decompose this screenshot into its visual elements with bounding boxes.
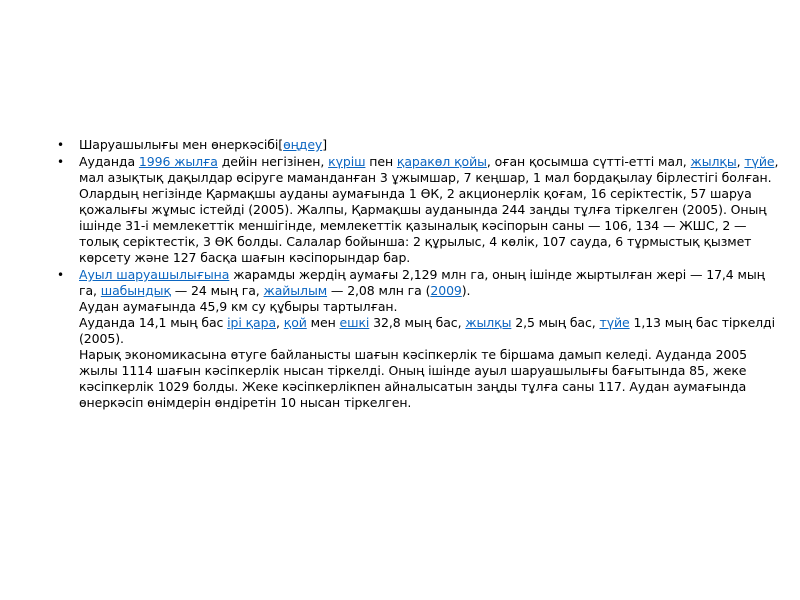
- link-shabyndyk[interactable]: шабындық: [100, 283, 171, 298]
- text-run: — 2,08 млн га (: [327, 283, 431, 298]
- text-run: мен: [306, 315, 340, 330]
- link-zhaiylym[interactable]: жайылым: [263, 283, 328, 298]
- text-run: Шаруашылығы мен өнеркәсібі[: [79, 137, 284, 152]
- link-kurish[interactable]: күріш: [328, 154, 366, 169]
- text-run: 2,5 мың бас,: [511, 315, 600, 330]
- text-run: , мал азықтық дақылдар өсіруге маманданған 3 ұжымшар, 7 кеңшар, 1 мал бордақылау бірлестігі болған. Олардың негізінде Қармақшы ауданы аумағында 1 ӨК, 2 акционерлік қоғам, 16 серіктестік, 57 шаруа қожалығы жұмыс істейді (2005). Жалпы, Қармақшы ауданында 244 заңды тұлға тіркелген (2005). Оның ішінде 31-і мемлекеттік меншігінде, мемлекеттік қазыналық кәсіпорын саны — 106, 134 — ЖШС, 2 — толық серіктестік, 3 ӨК болды. Салалар бойынша: 2 құрылыс, 4 көлік, 107 сауда, 6 тұрмыстық қызмет көрсету және 127 басқа шағын кәсіпорындар бар.: [79, 154, 779, 265]
- text-run: ,: [276, 315, 284, 330]
- link-auyl-sharuashylygy[interactable]: Ауыл шаруашылығына: [79, 267, 230, 282]
- text-run: 32,8 мың бас,: [369, 315, 466, 330]
- text-run: Аудан аумағында 45,9 км су құбыры тартылған.: [79, 299, 398, 314]
- link-zhylky-2[interactable]: жылқы: [465, 315, 512, 330]
- text-run: Ауданда: [79, 154, 139, 169]
- bullet-list: [57, 137, 779, 412]
- text-run: ).: [461, 283, 471, 298]
- text-run: Нарық экономикасына өтуге байланысты шағын кәсіпкерлік те біршама дамып келеді. Ауданда 2005 жылы 1114 шағын кәсіпкерлік нысан тіркелді. Оның ішінде ауыл шаруашылығы бағытында 85, жеке кәсіпкерлік 1029 болды. Жеке кәсіпкерлікпен айналысатын заңды тұлға саны 117. Аудан аумағында өнеркәсіп өнімдерін өндіретін 10 нысан тіркелген.: [79, 347, 747, 410]
- text-run: жарамды жердің аумағы 2,129 млн га, оның ішінде жыртылған жері — 17,4 мың га,: [79, 267, 765, 298]
- link-koi[interactable]: қой: [283, 315, 307, 330]
- text-run: , оған қосымша сүтті-етті мал,: [486, 154, 691, 169]
- link-karakol-koiy[interactable]: қаракөл қойы: [396, 154, 487, 169]
- text-run: 1,13 мың бас тіркелді (2005).: [79, 315, 775, 346]
- text-run: дейін негізінен,: [217, 154, 329, 169]
- link-2009[interactable]: 2009: [430, 283, 462, 298]
- bullet-item: [79, 154, 779, 266]
- link-zhylky[interactable]: жылқы: [690, 154, 737, 169]
- link-1996[interactable]: 1996 жылға: [138, 154, 218, 169]
- text-run: — 24 мың га,: [170, 283, 264, 298]
- link-iri-kara[interactable]: ірі қара: [227, 315, 277, 330]
- bullet-item: [79, 267, 779, 411]
- link-eshki[interactable]: ешкі: [339, 315, 370, 330]
- edit-link[interactable]: өңдеу: [283, 137, 323, 152]
- link-tuie-2[interactable]: түйе: [599, 315, 630, 330]
- text-run: Ауданда 14,1 мың бас: [79, 315, 228, 330]
- link-tuie[interactable]: түйе: [744, 154, 775, 169]
- bullet-item: [79, 137, 779, 153]
- text-run: пен: [365, 154, 397, 169]
- text-run: ,: [736, 154, 745, 169]
- text-run: ]: [322, 137, 327, 152]
